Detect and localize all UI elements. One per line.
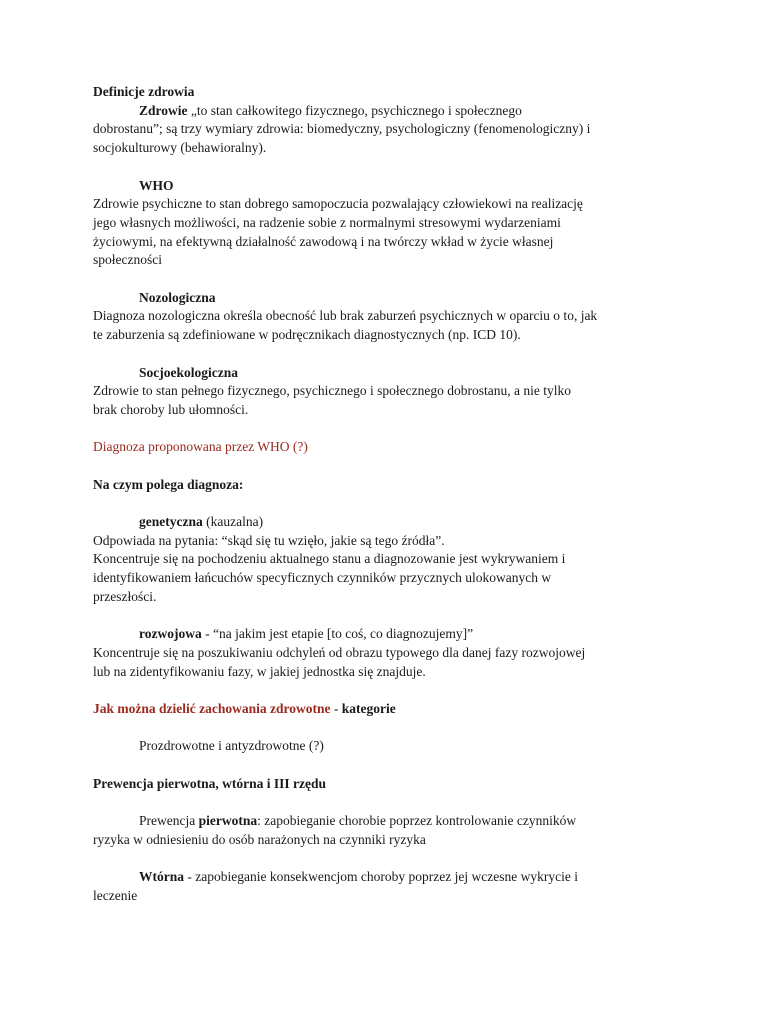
text-line: Zdrowie psychiczne to stan dobrego samopoczucia pozwalający człowiekowi na realizację — [93, 196, 583, 212]
text-line: jego własnych możliwości, na radzenie sobie z normalnymi stresowymi wydarzeniami — [93, 214, 561, 230]
wtorna-label: Wtórna — [139, 869, 184, 885]
section-heading-prewencja: Prewencja pierwotna, wtórna i III rzędu — [93, 775, 326, 791]
genetyczna-suffix: (kauzalna) — [202, 514, 264, 530]
rozwojowa-suffix: - “na jakim jest etapie [to coś, co diagnozujemy]” — [201, 626, 474, 642]
zdrowie-definition — [93, 102, 683, 121]
text-line: przeszłości. — [93, 588, 157, 604]
rozwojowa-label: rozwojowa — [139, 626, 202, 642]
zachowania-item: Prozdrowotne i antyzdrowotne (?) — [139, 738, 324, 754]
text-line: Zdrowie to stan pełnego fizycznego, psychicznego i społecznego dobrostanu, a nie tylko — [93, 383, 571, 399]
rozwojowa-heading — [93, 625, 683, 644]
text-line: życiowymi, na efektywną działalność zawodową i na twórczy wkład w życie własnej — [93, 233, 554, 249]
zdrowie-text: „to stan całkowitego fizycznego, psychicznego i społecznego — [187, 102, 522, 118]
text-line: społeczności — [93, 252, 162, 268]
text-line: Odpowiada na pytania: “skąd się tu wzięło, jakie są tego źródła”. — [93, 532, 445, 548]
section-heading-who: WHO — [139, 177, 174, 193]
genetyczna-heading — [93, 513, 683, 532]
zachowania-question: Jak można dzielić zachowania zdrowotne — [93, 701, 331, 717]
prewencja-wtorna: Wtórna - zapobieganie konsekwencjom choroby poprzez jej wczesne wykrycie i — [139, 869, 578, 885]
section-heading-nozologiczna: Nozologiczna — [139, 289, 216, 305]
document-page — [93, 83, 683, 906]
text-line: ryzyka w odniesieniu do osób narażonych na czynniki ryzyka — [93, 831, 426, 847]
text-line: dobrostanu”; są trzy wymiary zdrowia: biomedyczny, psychologiczny (fenomenologiczny) i — [93, 121, 591, 137]
text-line: te zaburzenia są zdefiniowane w podręcznikach diagnostycznych (np. ICD 10). — [93, 327, 521, 343]
text-line: identyfikowaniem łańcuchów specyficznych czynników przycznych ulokowanych w — [93, 570, 552, 586]
text-line: Diagnoza nozologiczna określa obecność lub brak zaburzeń psychicznych w oparciu o to, jak — [93, 308, 598, 324]
text-line: brak choroby lub ułomności. — [93, 401, 249, 417]
section-heading-socjoekologiczna: Socjoekologiczna — [139, 364, 238, 380]
text-line: Koncentruje się na pochodzeniu aktualnego stanu a diagnozowanie jest wykrywaniem i — [93, 551, 566, 567]
prewencja-pierwotna: Prewencja pierwotna: zapobieganie chorobie poprzez kontrolowanie czynników — [139, 813, 577, 829]
zachowania-label: kategorie — [341, 701, 396, 717]
text-line: leczenie — [93, 888, 138, 904]
zachowania-dash: - — [330, 701, 342, 717]
genetyczna-label: genetyczna — [139, 514, 203, 530]
pierwotna-label: pierwotna — [198, 813, 258, 829]
section-heading-na-czym: Na czym polega diagnoza: — [93, 476, 244, 492]
text-line: lub na zidentyfikowaniu fazy, w jakiej jednostka się znajduje. — [93, 663, 426, 679]
text-line: socjokulturowy (behawioralny). — [93, 140, 267, 156]
text-line: Koncentruje się na poszukiwaniu odchyleń od obrazu typowego dla danej fazy rozwojowej — [93, 644, 586, 660]
section-heading-definicje: Definicje zdrowia — [93, 84, 195, 99]
diagnoza-who-note: Diagnoza proponowana przez WHO (?) — [93, 439, 308, 455]
zachowania-heading — [93, 700, 683, 719]
zdrowie-label: Zdrowie — [139, 102, 188, 118]
